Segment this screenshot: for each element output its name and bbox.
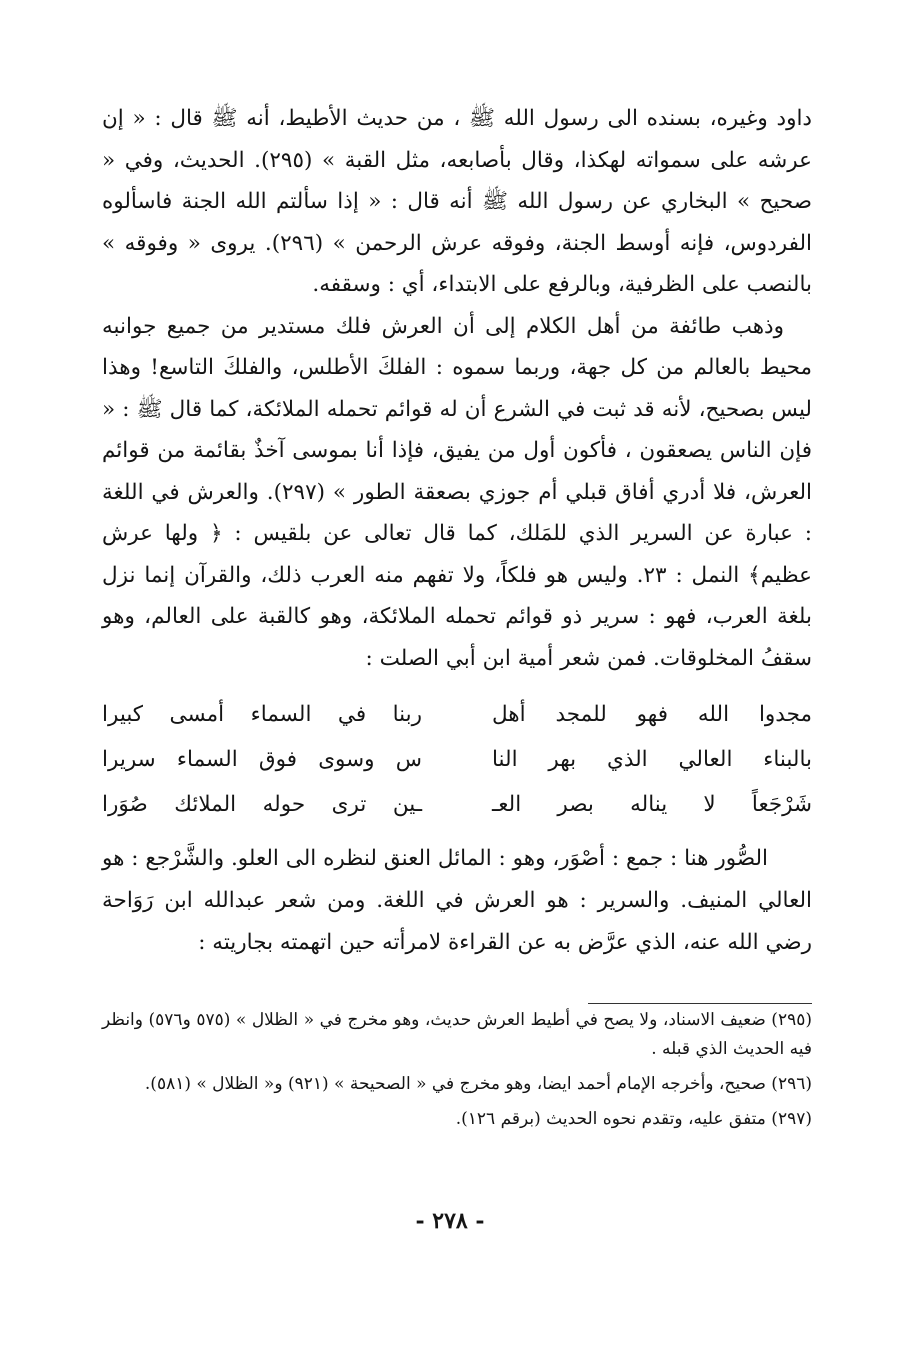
poem-verse (102, 692, 812, 737)
footnote: (٢٩٧) متفق عليه، وتقدم نحوه الحديث (برقم ١٢٦). (455, 1109, 812, 1129)
paragraph: داود وغيره، بسنده الى رسول الله ﷺ ، من حديث الأطيط، أنه ﷺ قال : « إن عرشه على سمواته لهكذا، وقال بأصابعه، مثل القبة » (٢٩٥). الحديث، وفي « صحيح » البخاري عن رسول الله ﷺ أنه قال : « إذا سألتم الله الجنة فاسألوه الفردوس، فإنه أوسط الجنة، وفوقه عرش الرحمن » (٢٩٦). يروى « وفوقه » بالنصب على الظرفية، وبالرفع على الابتداء، أي : وسقفه. (102, 106, 813, 297)
verse-second-hemistich: ـين ترى حوله الملائك صُوَرا (102, 792, 422, 817)
poem-verse (102, 737, 812, 782)
footnote-divider (588, 1003, 812, 1004)
verse-second-hemistich: س وسوى فوق السماء سريرا (102, 747, 422, 772)
page-number: - ٢٧٨ - (415, 1208, 485, 1234)
commentary-text (102, 838, 812, 964)
verse-first-hemistich: بالبناء العالي الذي بهر النا (492, 747, 812, 772)
footnote: (٢٩٥) ضعيف الاسناد، ولا يصح في أطيط العرش حديث، وهو مخرج في « الظلال » (٥٧٥ و٥٧٦) وانظر فيه الحديث الذي قبله . (102, 1010, 812, 1059)
main-text (102, 98, 812, 679)
verse-second-hemistich: ربنا في السماء أمسى كبيرا (102, 702, 422, 727)
paragraph: وذهب طائفة من أهل الكلام إلى أن العرش فلك مستدير من جميع جوانبه محيط بالعالم من كل جهة، وربما سموه : الفلكَ الأطلس، والفلكَ التاسع! وهذا ليس بصحيح، لأنه قد ثبت في الشرع أن له قوائم تحمله الملائكة، كما قال ﷺ : « فإن الناس يصعقون ، فأكون أول من يفيق، فإذا أنا بموسى آخذٌ بقائمة من قوائم العرش، فلا أدري أفاق قبلي أم جوزي بصعقة الطور » (٢٩٧). والعرش في اللغة : عبارة عن السرير الذي للمَلك، كما قال تعالى عن بلقيس : ﴿ ولها عرش عظيم﴾ النمل : ٢٣. وليس هو فلكاً، ولا تفهم منه العرب ذلك، والقرآن إنما نزل بلغة العرب، فهو : سرير ذو قوائم تحمله الملائكة، وهو كالقبة على العالم، وهو سقفُ المخلوقات. فمن شعر أمية ابن أبي الصلت : (102, 313, 812, 671)
footnote: (٢٩٦) صحيح، وأخرجه الإمام أحمد ايضا، وهو مخرج في « الصحيحة » (٩٢١) و« الظلال » (٥٨١). (144, 1074, 812, 1094)
paragraph: الصُّور هنا : جمع : أصْوَر، وهو : المائل العنق لنظره الى العلو. والشَّرْجع : هو العالي المنيف. والسرير : هو العرش في اللغة. ومن شعر عبدالله ابن رَوَاحة رضي الله عنه، الذي عرَّض به عن القراءة لامرأته حين اتهمته بجاريته : (102, 846, 812, 955)
footnotes (102, 1006, 812, 1140)
verse-first-hemistich: مجدوا الله فهو للمجد أهل (492, 702, 812, 727)
verse-first-hemistich: شَرْجَعاً لا يناله بصر العـ (492, 792, 812, 817)
poem-verse (102, 782, 812, 827)
poem (102, 692, 812, 827)
